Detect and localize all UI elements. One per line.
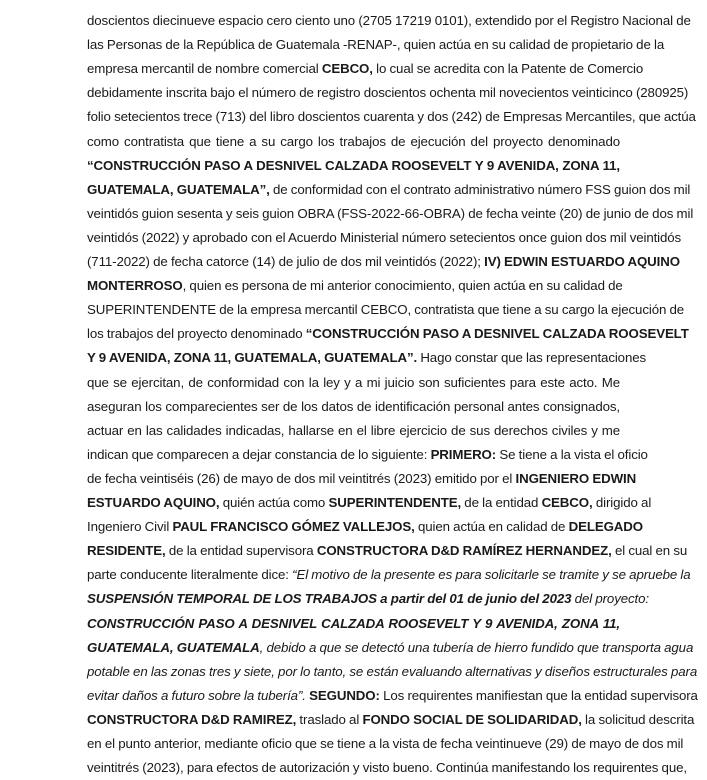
text-run: los trabajos del proyecto denominado	[87, 326, 306, 342]
text-run: doscientos diecinueve espacio cero ciento uno (2705 17219 0101), extendido por el Registro Nacional de	[87, 13, 691, 28]
text-run: como contratista que tiene a su cargo los trabajos de ejecución del proyecto denominado	[87, 133, 620, 149]
text-run: Ingeniero Civil	[87, 519, 173, 535]
text-run: de la entidad	[461, 495, 542, 510]
text-run: de fecha veintiséis (26) de mayo de dos mil veintitrés (2023) emitido por el	[87, 470, 516, 486]
text-run: SEGUNDO:	[309, 687, 380, 703]
text-line	[87, 157, 620, 175]
text-line	[87, 181, 691, 199]
text-run: “CONSTRUCCIÓN PASO A DESNIVEL CALZADA ROOSEVELT	[305, 326, 689, 342]
text-line	[87, 446, 648, 464]
text-run: parte conducente literalmente dice:	[87, 567, 293, 583]
text-run: actuar en las calidades indicadas, hallarse en el libre ejercicio de sus derechos civiles y me	[87, 422, 620, 438]
text-run: CONSTRUCTORA D&D RAMIREZ,	[87, 711, 297, 727]
text-run: “El motivo de la presente es para solicitarle se tramite y se apruebe la	[292, 567, 691, 583]
text-line	[87, 663, 698, 681]
text-run: quien actúa en calidad de	[414, 519, 569, 535]
text-run: Hago constar que las representaciones	[417, 350, 647, 366]
text-run: SUPERINTENDENTE,	[328, 495, 462, 510]
text-run: quién actúa como	[219, 495, 329, 510]
text-run: aseguran los comparecientes ser de los datos de identificación personal antes consignados,	[87, 398, 620, 414]
text-run: SUPERINTENDENTE de la empresa mercantil CEBCO, contratista que tiene a su cargo la ejecución de	[87, 302, 685, 318]
text-line	[87, 735, 684, 753]
text-run: GUATEMALA, GUATEMALA”,	[87, 181, 270, 197]
text-run: Y 9 AVENIDA, ZONA 11, GUATEMALA, GUATEMALA”.	[87, 350, 418, 366]
text-run: traslado al	[296, 711, 363, 727]
text-run: del proyecto:	[571, 591, 649, 607]
text-run: veintidós (2022) y aprobado con el Acuerdo Ministerial número setecientos once guion dos mil veintidós	[87, 229, 682, 245]
text-line	[87, 108, 696, 126]
text-run: veintitrés (2023), para efectos de autorización y visto bueno. Continúa manifestando los requirentes que,	[87, 760, 687, 776]
text-run: las Personas de la República de Guatemala -RENAP-, quien actúa en su calidad de propietario de la	[87, 37, 665, 53]
text-run: evitar daños a futuro sobre la tubería”.	[87, 687, 306, 703]
text-run: la solicitud descrita	[581, 711, 695, 727]
text-run: dirigido al	[592, 495, 652, 510]
text-run: folio setecientos trece (713) del libro doscientos cuarenta y dos (242) de Empresas Mercantiles, que actúa	[87, 109, 696, 125]
text-line	[87, 639, 694, 657]
text-run: CONSTRUCTORA D&D RAMÍREZ HERNANDEZ,	[316, 543, 612, 559]
text-line	[87, 494, 652, 512]
text-line	[87, 205, 694, 223]
text-run: de la entidad supervisora	[165, 543, 317, 559]
text-line	[87, 470, 637, 488]
text-run: Los requirentes manifiestan que la entidad supervisora	[379, 687, 698, 703]
text-run: INGENIERO EDWIN	[515, 470, 637, 486]
text-run: SUSPENSIÓN TEMPORAL DE LOS TRABAJOS a partir del 01 de junio del 2023	[87, 591, 572, 607]
text-line	[87, 301, 685, 319]
text-run: PAUL FRANCISCO GÓMEZ VALLEJOS,	[172, 519, 415, 535]
text-line	[87, 518, 643, 536]
text-line	[87, 349, 647, 367]
text-line	[87, 12, 691, 30]
text-run: CEBCO,	[321, 61, 373, 77]
text-line	[87, 590, 649, 608]
text-run: FONDO SOCIAL DE SOLIDARIDAD,	[362, 711, 582, 727]
text-line	[87, 398, 620, 416]
text-run: IV) EDWIN ESTUARDO AQUINO	[484, 254, 680, 269]
text-run: DELEGADO	[568, 519, 643, 535]
text-run: en el punto anterior, mediante oficio que se tiene a la vista de fecha veintinueve (29) de mayo de dos mil	[87, 736, 684, 751]
text-run: veintidós guion sesenta y seis guion OBRA (FSS-2022-66-OBRA) de fecha veinte (20) de junio de dos mil	[87, 205, 694, 221]
text-line	[87, 687, 698, 705]
text-run: CEBCO,	[541, 495, 593, 510]
text-line	[87, 253, 680, 271]
text-run: RESIDENTE,	[87, 543, 166, 559]
text-run: empresa mercantil de nombre comercial	[87, 61, 322, 77]
text-run: que se ejercitan, de conformidad con la ley y a mi juicio son suficientes para este acto. Me	[87, 374, 620, 390]
text-line	[87, 566, 691, 584]
text-line	[87, 277, 623, 295]
text-run: “CONSTRUCCIÓN PASO A DESNIVEL CALZADA ROOSEVELT Y 9 AVENIDA, ZONA 11,	[87, 157, 620, 173]
text-line	[87, 36, 665, 54]
text-line	[87, 84, 689, 102]
text-line	[87, 422, 620, 440]
text-run: debidamente inscrita bajo el número de registro doscientos ochenta mil novecientos veinticinco (280925)	[87, 85, 689, 101]
text-run: , quien es persona de mi anterior conocimiento, quien actúa en su calidad de	[182, 278, 623, 294]
text-line	[87, 60, 644, 78]
text-line	[87, 133, 620, 151]
text-run: el cual en su	[611, 543, 688, 559]
text-line	[87, 325, 689, 343]
text-run: Se tiene a la vista el oficio	[496, 446, 648, 462]
text-run: GUATEMALA, GUATEMALA	[87, 639, 260, 655]
text-run: ESTUARDO AQUINO,	[87, 495, 220, 510]
text-run: PRIMERO:	[430, 446, 497, 462]
text-run: indican que comparecen a dejar constancia de lo siguiente:	[87, 446, 431, 462]
text-line	[87, 374, 620, 392]
text-line	[87, 711, 695, 729]
text-run: potable en las zonas tres y siete, por lo tanto, se están evaluando alternativas y diseños estructurales para	[87, 663, 698, 679]
text-run: CONSTRUCCIÓN PASO A DESNIVEL CALZADA ROOSEVELT Y 9 AVENIDA, ZONA 11,	[87, 615, 620, 631]
text-run: (711-2022) de fecha catorce (14) de julio de dos mil veintidós (2022);	[87, 254, 485, 269]
text-run: de conformidad con el contrato administrativo número FSS guion dos mil	[269, 181, 691, 197]
text-line	[87, 229, 682, 247]
text-line	[87, 542, 688, 560]
text-line	[87, 759, 687, 777]
text-line	[87, 615, 620, 633]
text-run: , debido a que se detectó una tubería de hierro fundido que transporta agua	[259, 639, 694, 655]
text-run: lo cual se acredita con la Patente de Comercio	[372, 61, 644, 77]
text-run: MONTERROSO	[87, 278, 183, 294]
